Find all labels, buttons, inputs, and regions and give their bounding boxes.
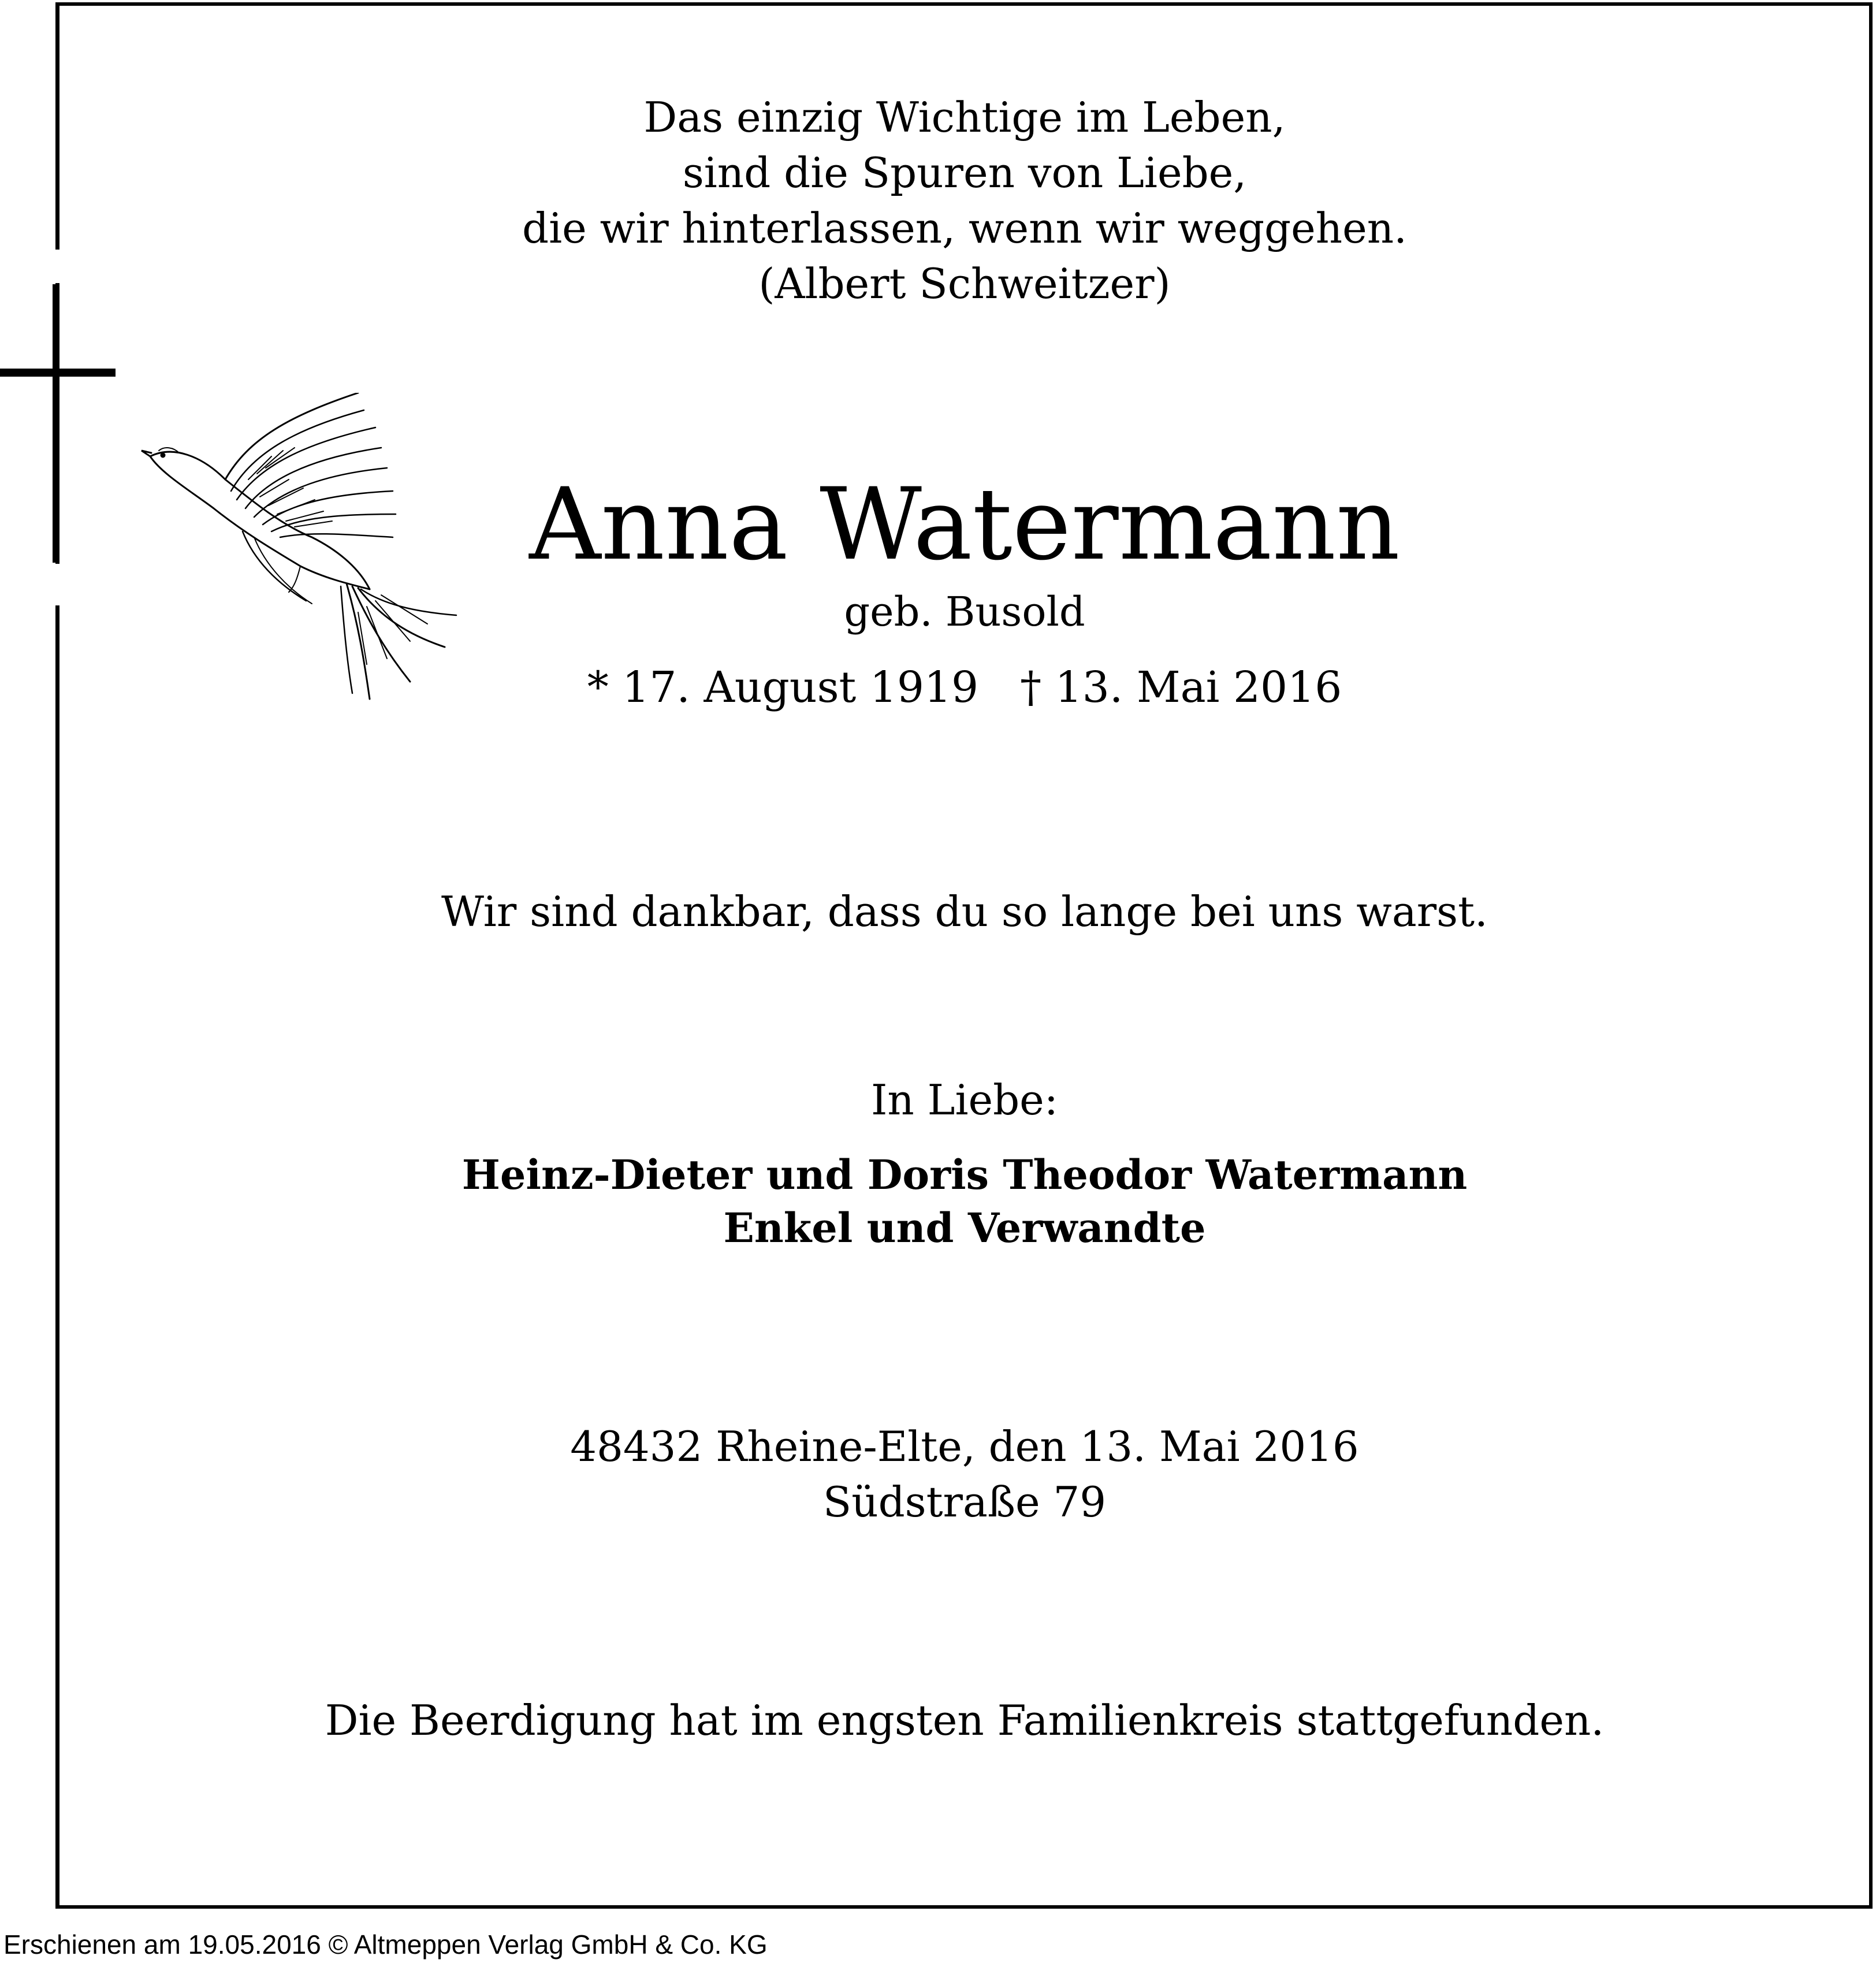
deceased-name: Anna Watermann xyxy=(529,466,1400,582)
frame-right-border xyxy=(1869,2,1873,1909)
place-date: 48432 Rheine-Elte, den 13. Mai 2016 xyxy=(570,1422,1359,1471)
funeral-note: Die Beerdigung hat im engsten Familienkreis stattgefunden. xyxy=(325,1696,1605,1745)
frame-top-border xyxy=(55,2,1873,6)
frame-bottom-border xyxy=(55,1905,1873,1909)
in-love-label: In Liebe: xyxy=(870,1076,1059,1124)
quote-attribution: (Albert Schweitzer) xyxy=(758,259,1171,308)
frame-left-border-lower xyxy=(55,605,59,1909)
maiden-name: geb. Busold xyxy=(844,588,1085,635)
mourner-line-1: Heinz-Dieter und Doris Theodor Watermann xyxy=(461,1151,1468,1199)
quote-line-3: die wir hinterlassen, wenn wir weggehen. xyxy=(522,204,1407,252)
quote-line-2: sind die Spuren von Liebe, xyxy=(682,148,1247,197)
thanks-text: Wir sind dankbar, dass du so lange bei uns warst. xyxy=(441,887,1488,936)
death-date: † 13. Mai 2016 xyxy=(1020,663,1342,712)
publication-footer: Erschienen am 19.05.2016 © Altmeppen Verlag GmbH & Co. KG xyxy=(3,1929,768,1960)
quote-line-1: Das einzig Wichtige im Leben, xyxy=(643,93,1286,142)
cross-vertical-bar xyxy=(53,284,59,563)
frame-left-border-upper xyxy=(55,2,59,250)
cross-horizontal-bar xyxy=(0,369,116,377)
street-address: Südstraße 79 xyxy=(822,1478,1107,1526)
mourner-line-2: Enkel und Verwandte xyxy=(723,1204,1206,1252)
life-dates xyxy=(92,660,1837,715)
birth-date: * 17. August 1919 xyxy=(587,663,979,712)
